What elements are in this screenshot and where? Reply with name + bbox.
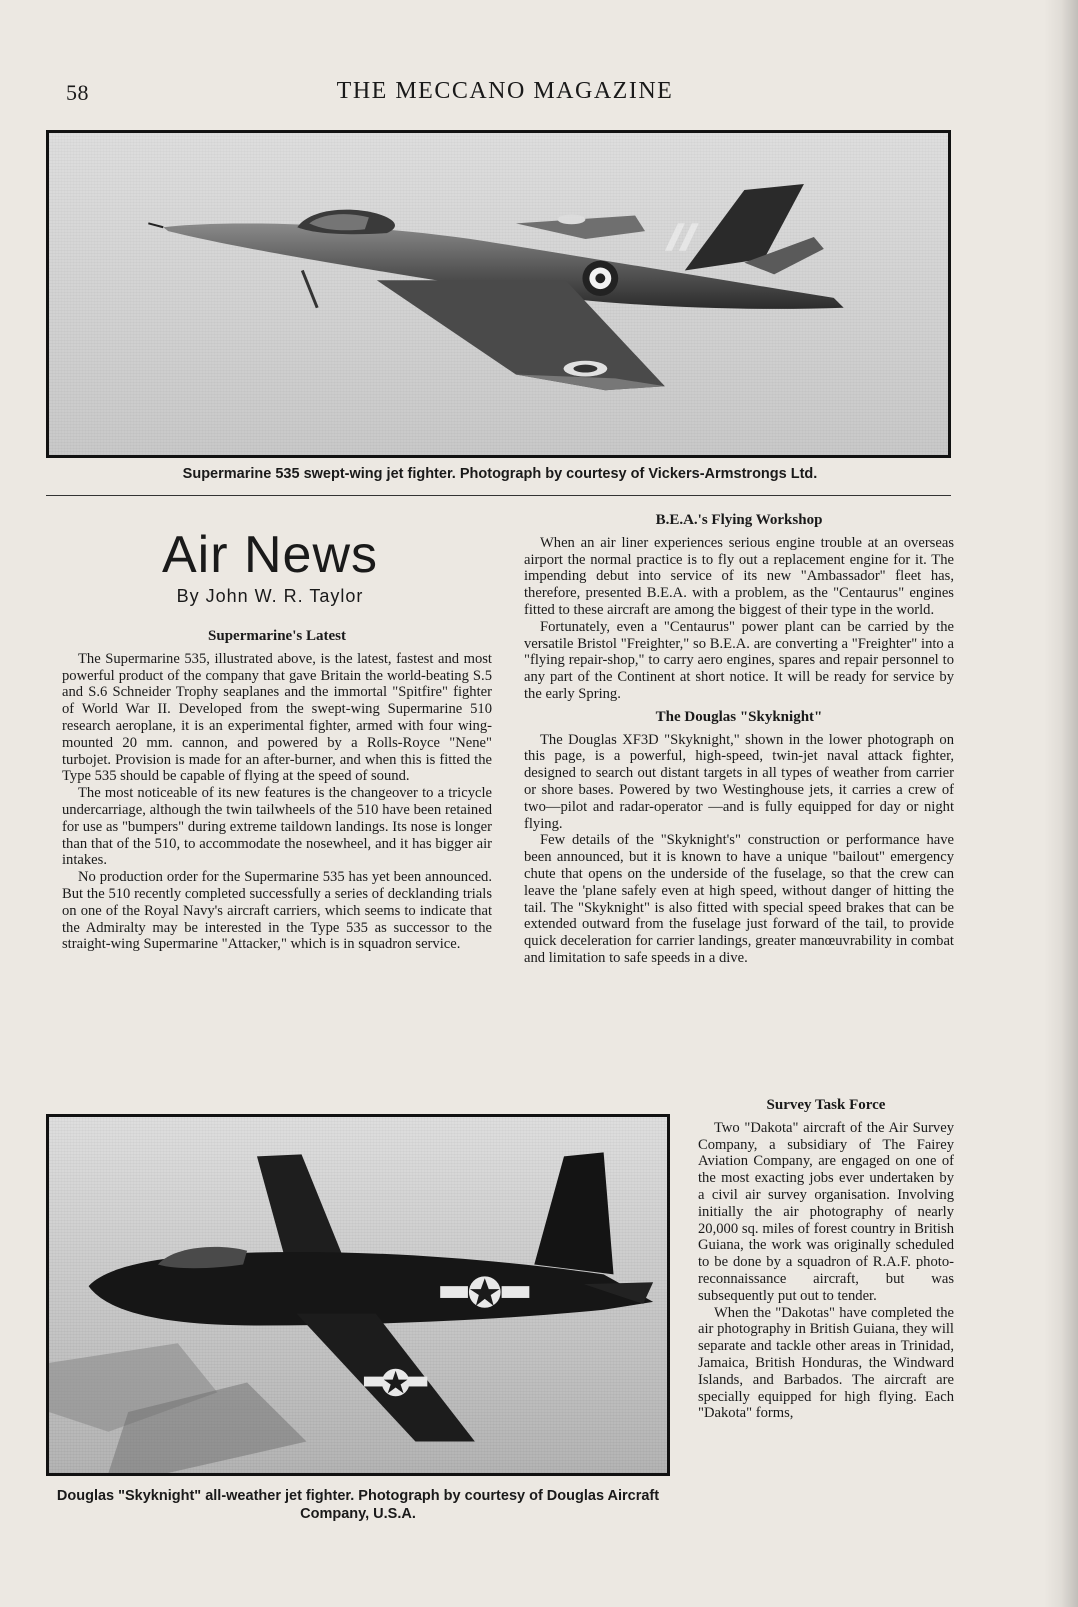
skyknight-jet-illustration (49, 1117, 667, 1473)
column-right (524, 512, 954, 967)
heading-bea: B.E.A.'s Flying Workshop (655, 512, 823, 528)
heading-skyknight: The Douglas "Skyknight" (655, 708, 823, 725)
heading-supermarine: Supermarine's Latest (208, 628, 346, 644)
paragraph: When an air liner experiences serious engine trouble at an overseas airport the normal practice is to fly out a replacement engine for it. The impending debut into service of its new "Ambassador" fleet has, therefore, presented B.E.A. with a problem, as the "Centaurus" engines fitted to these aircraft are among the biggest of their type in the world. (524, 534, 954, 618)
paragraph: The Douglas XF3D "Skyknight," shown in the lower photograph on this page, is a powerful, high-speed, twin-jet naval attack fighter, designed to search out distant targets in all types of weather from carrier or shore bases. Powered by two Westinghouse jets, it carries a crew of two—pilot and radar-operator —and is fully equipped for day or night flying. (524, 731, 954, 832)
paragraph: Fortunately, even a "Centaurus" power plant can be carried by the versatile Bristol "Freighter," so B.E.A. are converting a "Freighter" into a "flying repair-shop," to carry aero engines, spares and repair personnel to any part of the Continent at short notice. It will be ready for service by the early Spring. (524, 618, 954, 702)
paragraph: The Supermarine 535, illustrated above, is the latest, fastest and most powerful product of the company that gave Britain the world-beating S.5 and S.6 Schneider Trophy seaplanes and the immortal "Spitfire" fighter of World War II. Developed from the swept-wing Supermarine 510 research aeroplane, it is an experimental fighter, armed with four wing-mounted 20 mm. cannon, and powered by a Rolls-Royce "Nene" turbojet. Provision is made for an after-burner, and when this is fitted the Type 535 should be capable of flying at the speed of sound. (62, 650, 492, 785)
supermarine-535-photo (46, 130, 951, 458)
paragraph: Few details of the "Skyknight's" construction or performance have been announced, but it is known to have a unique "bailout" emergency chute that opens on the underside of the fuselage, so that the crew can leave the 'plane safely even at high speed, without danger of hitting the tail. The "Skyknight" is also fitted with special speed brakes that can be extended outward from the fuselage just forward of the tail, to provide quick deceleration for carrier landings, greater manœuvrability in combat and limitation to safe speeds in a dive. (524, 832, 954, 966)
column-survey (698, 1097, 954, 1422)
skyknight-photo (46, 1114, 670, 1476)
article-headline: Air News (161, 526, 379, 584)
section-divider (46, 495, 951, 496)
page-number: 58 (66, 80, 89, 105)
paragraph: The most noticeable of its new features is the changeover to a tricycle undercarriage, although the twin tailwheels of the 510 have been retained for use as "bumpers" during extreme taildown landings. Its nose is longer than that of the 510, to accommodate the nosewheel, and it has bigger air intakes. (62, 785, 492, 869)
bottom-photo-caption: Douglas "Skyknight" all-weather jet fighter. Photograph by courtesy of Douglas Aircraft Company, U.S.A. (56, 1488, 660, 1522)
column-supermarine (62, 628, 492, 953)
paragraph: When the "Dakotas" have completed the air photography in British Guiana, they will separate and tackle other areas in Trinidad, Jamaica, British Honduras, the Windward Islands, and Barbados. The aircraft are specially equipped for high flying. Each "Dakota" forms, (698, 1304, 954, 1422)
heading-survey: Survey Task Force (766, 1097, 886, 1113)
page-edge-shadow (1044, 0, 1078, 1607)
top-photo-caption: Supermarine 535 swept-wing jet fighter. Photograph by courtesy of Vickers-Armstrongs Ltd. (182, 466, 818, 482)
supermarine-jet-illustration (49, 133, 948, 455)
article-byline: By John W. R. Taylor (176, 586, 364, 606)
paragraph: No production order for the Supermarine 535 has yet been announced. But the 510 recently completed successfully a series of decklanding trials on one of the Royal Navy's aircraft carriers, which seems to indicate that the Admiralty may be interested in the Type 535 as successor to the straight-wing Supermarine "Attacker," which is in squadron service. (62, 869, 492, 953)
magazine-title: THE MECCANO MAGAZINE (336, 78, 674, 104)
paragraph: Two "Dakota" aircraft of the Air Survey Company, a subsidiary of The Fairey Aviation Company, are engaged on one of the most exacting jobs ever undertaken by a civil air survey organisation. Involving initially the air photography of nearly 20,000 sq. miles of forest country in British Guiana, the work was originally scheduled to be done by a squadron of R.A.F. photo-reconnaissance aircraft, but was subsequently put out to tender. (698, 1119, 954, 1304)
